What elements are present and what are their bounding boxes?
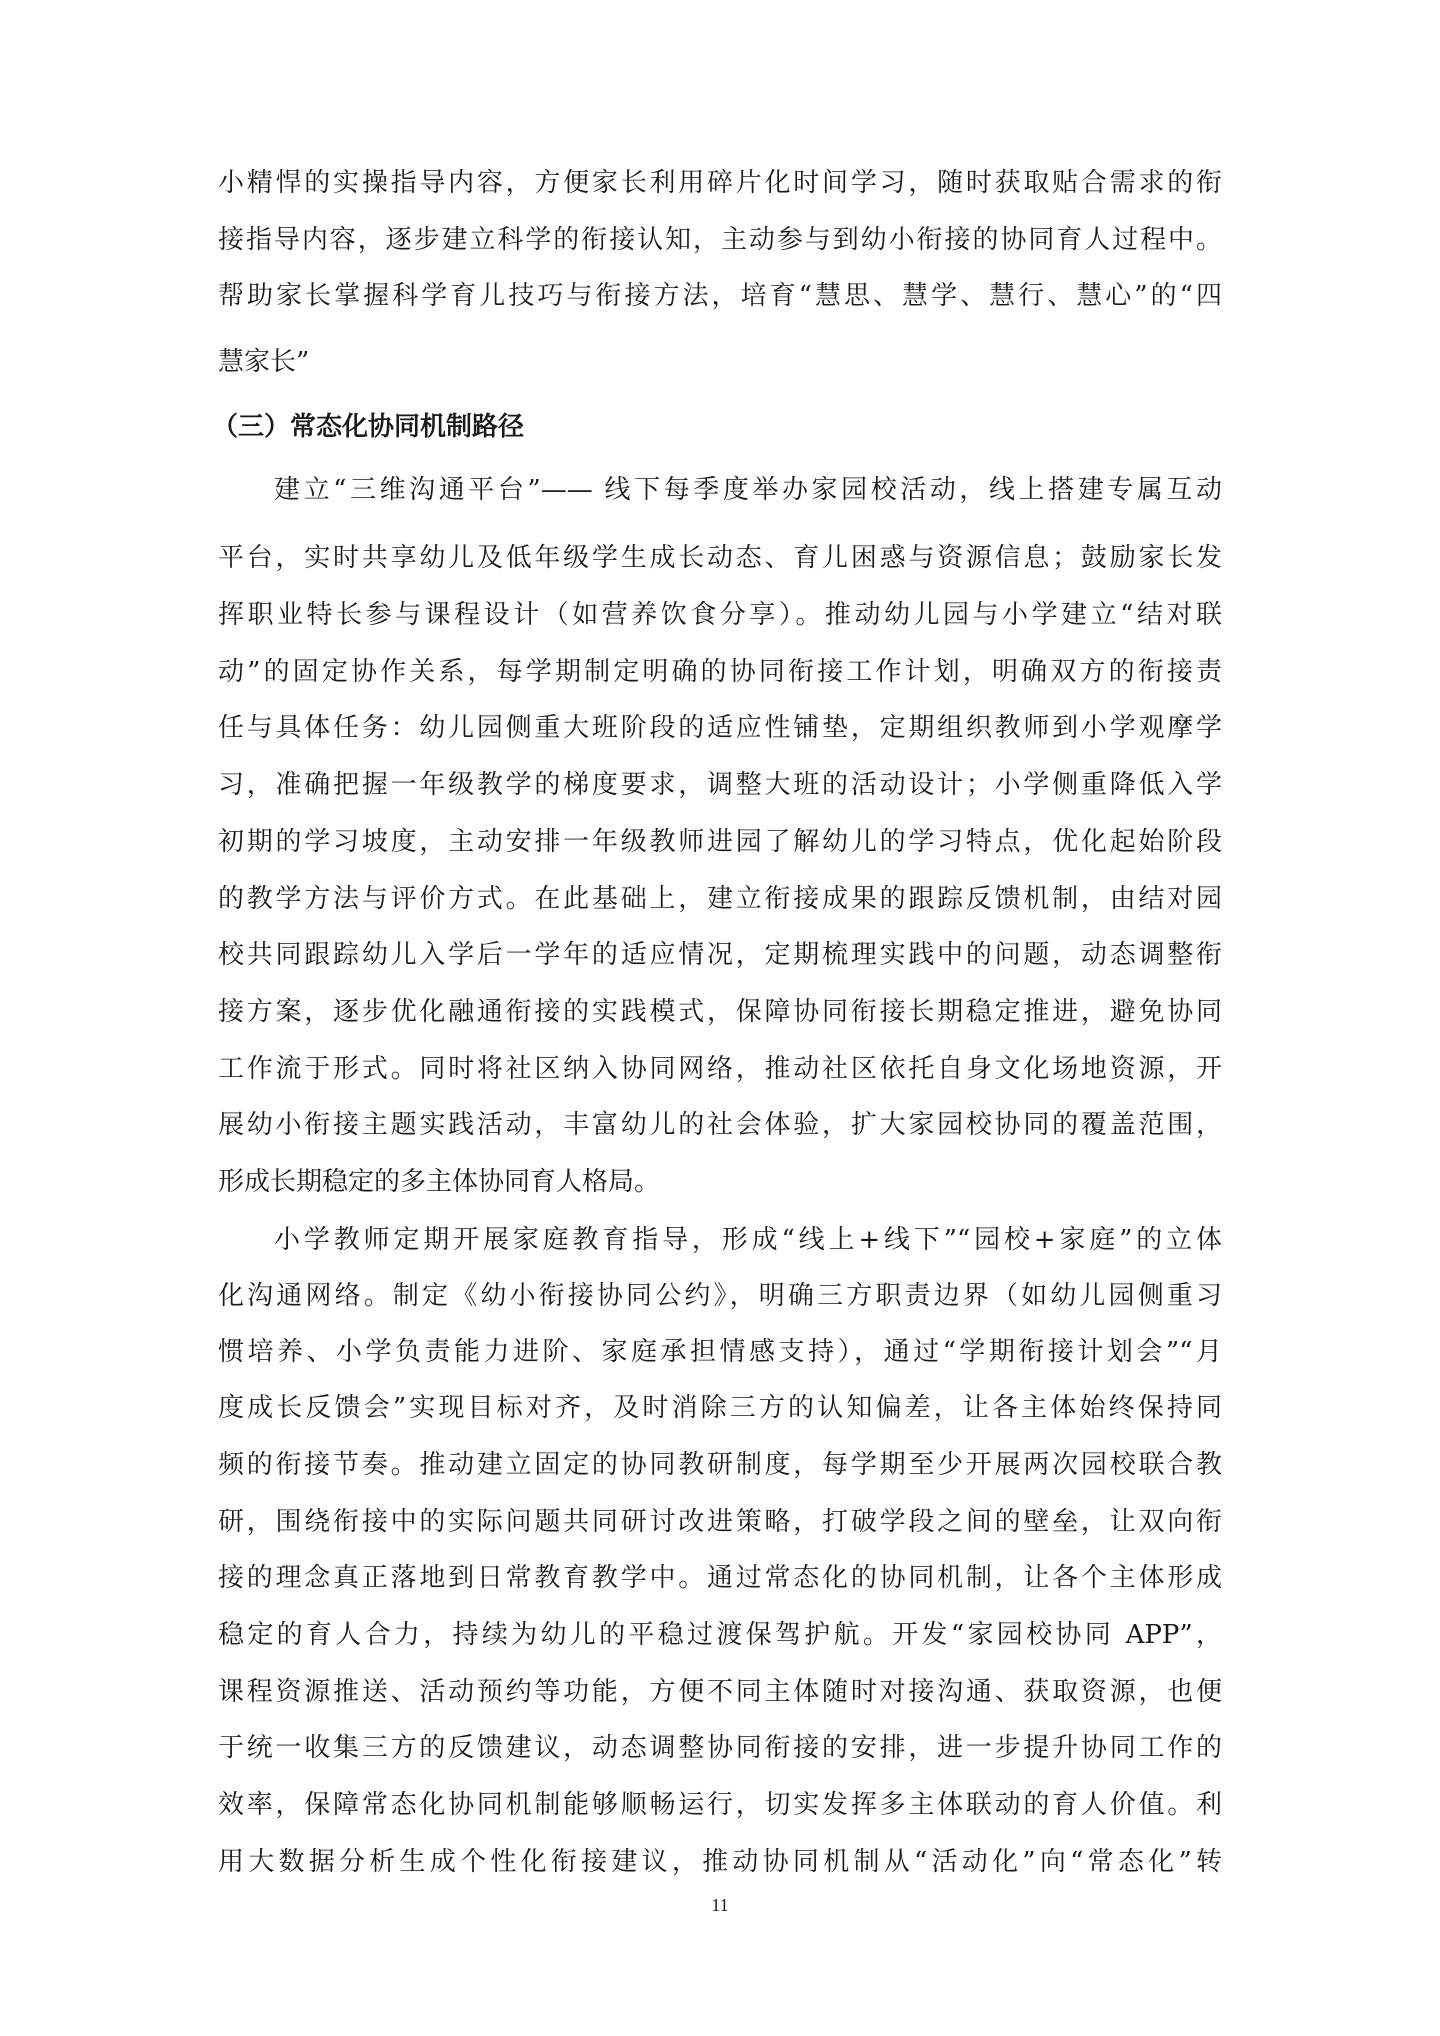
- text-line: 小学教师定期开展家庭教育指导，形成“线上+线下”“园校+家庭”的立体: [274, 1225, 1222, 1255]
- text-line: 形成长期稳定的多主体协同育人格局。: [218, 1167, 661, 1197]
- text-line: 平台，实时共享幼儿及低年级学生成长动态、育儿困惑与资源信息；鼓励家长发: [218, 543, 1222, 573]
- text-line: 接的理念真正落地到日常教育教学中。通过常态化的协同机制，让各个主体形成: [218, 1563, 1222, 1593]
- text-line: 校共同跟踪幼儿入学后一学年的适应情况，定期梳理实践中的问题，动态调整衔: [218, 940, 1222, 970]
- text-line: 小精悍的实操指导内容，方便家长利用碎片化时间学习，随时获取贴合需求的衔: [218, 168, 1222, 198]
- text-line: 展幼小衔接主题实践活动，丰富幼儿的社会体验，扩大家园校协同的覆盖范围，: [218, 1110, 1222, 1140]
- text-line: 慧家长”: [218, 347, 310, 377]
- text-line: 研，围绕衔接中的实际问题共同研讨改进策略，打破学段之间的壁垒，让双向衔: [218, 1507, 1222, 1537]
- text-line: 度成长反馈会”实现目标对齐，及时消除三方的认知偏差，让各主体始终保持同: [218, 1393, 1222, 1423]
- text-line: 习，准确把握一年级教学的梯度要求，调整大班的活动设计；小学侧重降低入学: [218, 770, 1222, 800]
- text-line: 接方案，逐步优化融通衔接的实践模式，保障协同衔接长期稳定推进，避免协同: [218, 997, 1222, 1027]
- section-heading: （三）常态化协同机制路径: [212, 412, 525, 442]
- text-line: 效率，保障常态化协同机制能够顺畅运行，切实发挥多主体联动的育人价值。利: [218, 1790, 1222, 1820]
- text-line: 接指导内容，逐步建立科学的衔接认知，主动参与到幼小衔接的协同育人过程中。: [218, 225, 1222, 255]
- text-line: 的教学方法与评价方式。在此基础上，建立衔接成果的跟踪反馈机制，由结对园: [218, 884, 1222, 914]
- text-line: 动”的固定协作关系，每学期制定明确的协同衔接工作计划，明确双方的衔接责: [218, 657, 1222, 687]
- page-number: 11: [711, 1895, 729, 1915]
- text-line: 建立“三维沟通平台”—— 线下每季度举办家园校活动，线上搭建专属互动: [274, 475, 1222, 505]
- text-line: 惯培养、小学负责能力进阶、家庭承担情感支持），通过“学期衔接计划会”“月: [218, 1337, 1222, 1367]
- text-line: 初期的学习坡度，主动安排一年级教师进园了解幼儿的学习特点，优化起始阶段: [218, 827, 1222, 857]
- text-line: 工作流于形式。同时将社区纳入协同网络，推动社区依托自身文化场地资源，开: [218, 1054, 1222, 1084]
- text-line: 稳定的育人合力，持续为幼儿的平稳过渡保驾护航。开发“家园校协同 APP”，: [218, 1620, 1222, 1650]
- text-line: 任与具体任务：幼儿园侧重大班阶段的适应性铺垫，定期组织教师到小学观摩学: [218, 713, 1222, 743]
- text-line: 于统一收集三方的反馈建议，动态调整协同衔接的安排，进一步提升协同工作的: [218, 1733, 1222, 1763]
- text-line: 课程资源推送、活动预约等功能，方便不同主体随时对接沟通、获取资源，也便: [218, 1677, 1222, 1707]
- text-line: 频的衔接节奏。推动建立固定的协同教研制度，每学期至少开展两次园校联合教: [218, 1450, 1222, 1480]
- text-line: 用大数据分析生成个性化衔接建议，推动协同机制从“活动化”向“常态化”转: [218, 1847, 1222, 1877]
- text-line: 化沟通网络。制定《幼小衔接协同公约》，明确三方职责边界（如幼儿园侧重习: [218, 1281, 1222, 1311]
- text-line: 挥职业特长参与课程设计（如营养饮食分享）。推动幼儿园与小学建立“结对联: [218, 600, 1222, 630]
- text-line: 帮助家长掌握科学育儿技巧与衔接方法，培育“慧思、慧学、慧行、慧心”的“四: [218, 281, 1222, 311]
